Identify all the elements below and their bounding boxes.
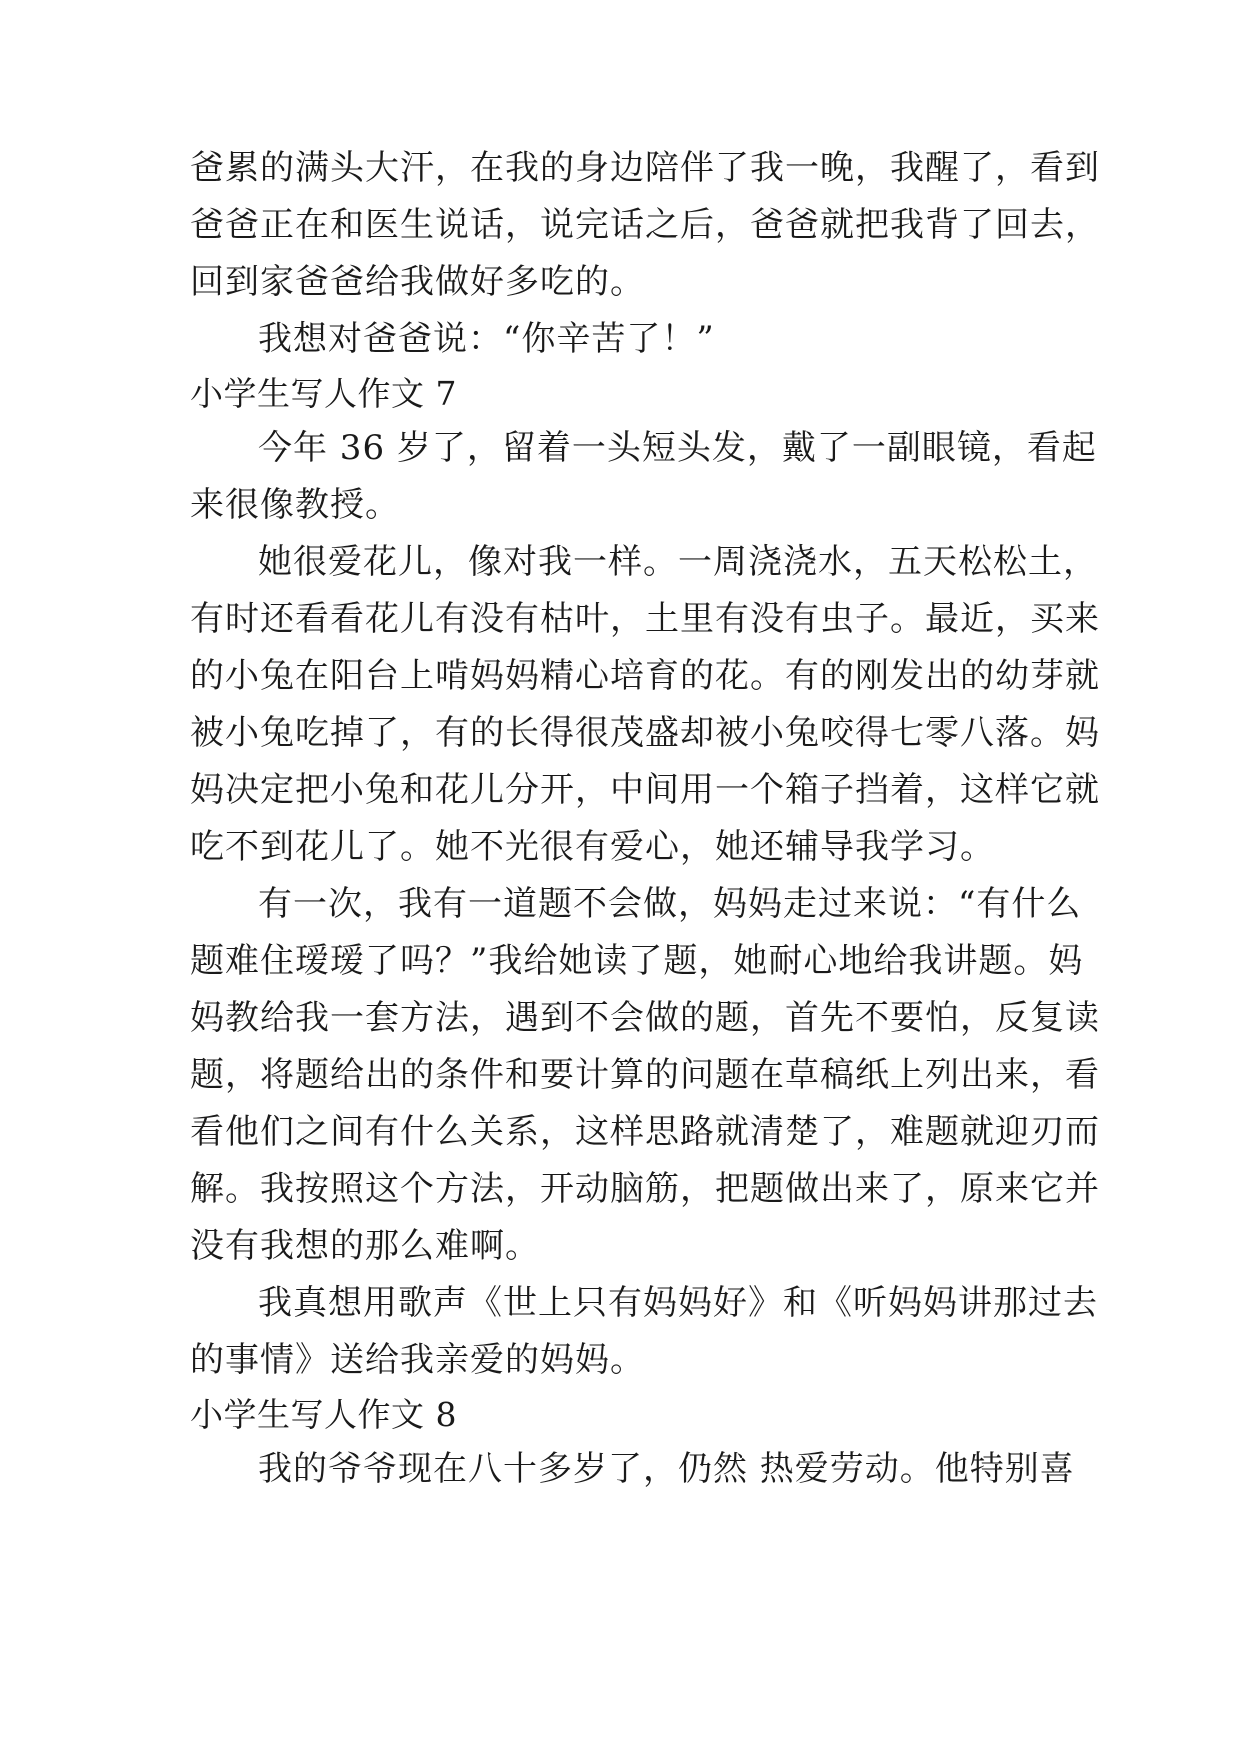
text-line: 被小兔吃掉了，有的长得很茂盛却被小兔咬得七零八落。妈 <box>190 713 1100 753</box>
section-heading: 小学生写人作文 7 <box>190 374 457 413</box>
text-line: 没有我想的那么难啊。 <box>190 1226 540 1266</box>
text-line: 她很爱花儿，像对我一样。一周浇浇水，五天松松土， <box>258 542 1098 582</box>
text-line: 我的爷爷现在八十多岁了，仍然 热爱劳动。他特别喜 <box>258 1449 1075 1489</box>
text-line: 的小兔在阳台上啃妈妈精心培育的花。有的刚发出的幼芽就 <box>190 656 1100 696</box>
text-line: 解。我按照这个方法，开动脑筋，把题做出来了，原来它并 <box>190 1169 1100 1209</box>
text-line: 我真想用歌声《世上只有妈妈好》和《听妈妈讲那过去 <box>258 1283 1098 1323</box>
text-line: 看他们之间有什么关系，这样思路就清楚了，难题就迎刃而 <box>190 1112 1100 1152</box>
text-line: 妈教给我一套方法，遇到不会做的题，首先不要怕，反复读 <box>190 998 1100 1038</box>
text-line: 有时还看看花儿有没有枯叶，土里有没有虫子。最近，买来 <box>190 599 1100 639</box>
text-line: 有一次，我有一道题不会做，妈妈走过来说：“有什么 <box>258 884 1082 924</box>
text-line: 题，将题给出的条件和要计算的问题在草稿纸上列出来，看 <box>190 1055 1100 1095</box>
text-line: 题难住瑷瑷了吗？”我给她读了题，她耐心地给我讲题。妈 <box>190 941 1084 981</box>
text-line: 爸爸正在和医生说话，说完话之后，爸爸就把我背了回去， <box>190 205 1100 245</box>
text-line: 来很像教授。 <box>190 485 400 525</box>
text-line: 今年 36 岁了，留着一头短头发，戴了一副眼镜，看起 <box>258 428 1097 468</box>
text-line: 我想对爸爸说：“你辛苦了！” <box>258 319 715 359</box>
text-line: 吃不到花儿了。她不光很有爱心，她还辅导我学习。 <box>190 827 995 867</box>
text-line: 妈决定把小兔和花儿分开，中间用一个箱子挡着，这样它就 <box>190 770 1100 810</box>
text-line: 的事情》送给我亲爱的妈妈。 <box>190 1340 645 1380</box>
text-line: 回到家爸爸给我做好多吃的。 <box>190 262 645 302</box>
text-line: 爸累的满头大汗，在我的身边陪伴了我一晚，我醒了，看到 <box>190 148 1100 188</box>
section-heading: 小学生写人作文 8 <box>190 1395 457 1434</box>
